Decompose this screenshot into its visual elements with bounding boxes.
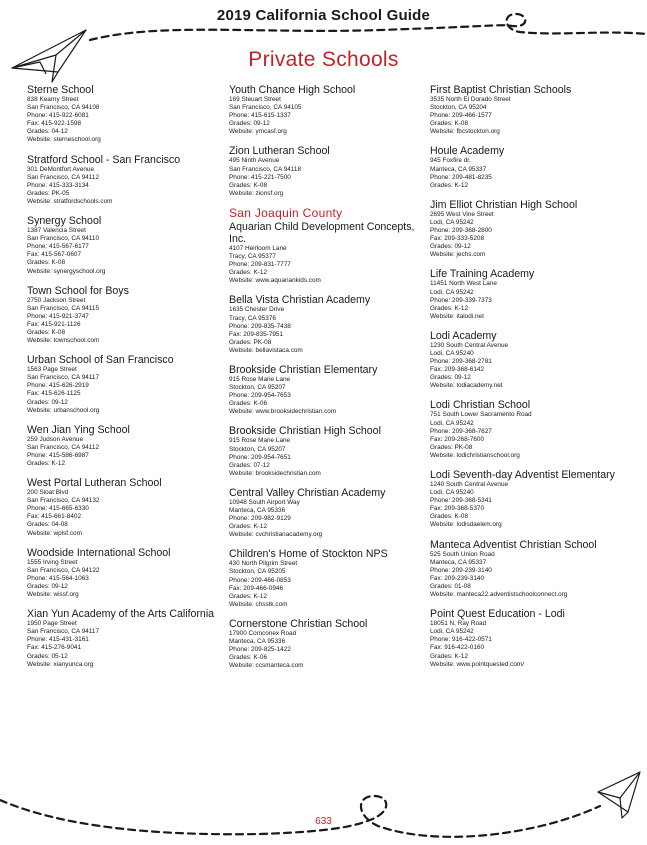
school-phone: Phone: 209-954-7653: [229, 392, 291, 400]
school-website: Website: xianyunca.org: [27, 660, 94, 668]
school-grades: Grades: K-12: [430, 652, 469, 660]
school-entry: [27, 354, 227, 415]
school-phone: Phone: 209-239-3140: [430, 566, 492, 574]
school-name: Zion Lutheran School: [229, 145, 330, 158]
school-phone: Phone: 209-831-7777: [229, 261, 291, 269]
school-entry: [27, 215, 227, 276]
school-entry: [430, 84, 630, 136]
school-grades: Grades: 09-12: [430, 374, 471, 382]
school-fax: Fax: 916-422-0160: [430, 644, 485, 652]
school-grades: Grades: 01-08: [430, 582, 471, 590]
school-address: Lodi, CA 95242: [430, 628, 474, 636]
school-address: 945 Foxfire dr.: [430, 157, 471, 165]
school-phone: Phone: 415-221-7500: [229, 173, 291, 181]
school-address: San Francisco, CA 94117: [27, 374, 99, 382]
school-entry: [430, 199, 630, 260]
school-address: 3535 North El Dorado Street: [430, 96, 511, 103]
school-address: 200 Sloat Blvd: [27, 489, 69, 497]
school-address: 10948 South Airport Way: [229, 498, 300, 506]
school-entry: [229, 548, 429, 609]
school-address: 4107 Heirloom Lane: [229, 244, 287, 252]
school-fax: Fax: 415-922-1598: [27, 120, 82, 128]
page-number: 633: [315, 816, 332, 827]
school-name: Point Quest Education - Lodi: [430, 608, 565, 621]
school-name: Urban School of San Francisco: [27, 354, 174, 367]
school-name: Wen Jian Ying School: [27, 423, 130, 436]
school-name: Brookside Christian Elementary: [229, 363, 378, 376]
school-name: Brookside Christian High School: [229, 425, 381, 438]
school-address: Manteca, CA 95337: [430, 558, 487, 566]
school-address: 2695 West Vine Street: [430, 210, 494, 218]
school-name: Lodi Academy: [430, 329, 497, 342]
school-name: Town School for Boys: [27, 284, 129, 297]
school-grades: Grades: 04-08: [27, 521, 68, 529]
school-website: Website: wissf.org: [27, 591, 79, 599]
school-address: Stockton, CA 95207: [229, 384, 286, 392]
school-name: Lodi Seventh-day Adventist Elementary: [430, 469, 615, 481]
school-fax: Fax: 209-239-3140: [430, 574, 485, 582]
school-grades: Grades: K-12: [229, 269, 268, 277]
school-website: Website: www.pointquested.com/: [430, 660, 525, 668]
school-address: 1230 South Central Avenue: [430, 341, 509, 349]
school-address: San Francisco, CA 94112: [27, 173, 99, 181]
directory-column-3: [430, 84, 630, 678]
school-grades: Grades: 05-12: [27, 652, 68, 660]
school-grades: Grades: K-08: [430, 513, 469, 521]
school-phone: Phone: 415-615-1337: [229, 112, 291, 120]
school-address: Stockton, CA 95207: [229, 445, 286, 453]
school-entry: [430, 539, 630, 600]
school-address: Tracy, CA 95377: [229, 253, 276, 261]
school-phone: Phone: 209-368-2781: [430, 358, 492, 366]
school-grades: Grades: PK-08: [229, 338, 272, 346]
school-grades: Grades: K-08: [430, 120, 469, 128]
school-website: Website: italodi.net: [430, 312, 484, 320]
school-phone: Phone: 209-825-1422: [229, 646, 291, 654]
school-phone: Phone: 209-466-0853: [229, 576, 291, 584]
school-fax: Fax: 209-835-7951: [229, 330, 284, 338]
school-address: 1555 Irving Street: [27, 558, 78, 566]
section-title: Private Schools: [248, 48, 399, 71]
document-title: 2019 California School Guide: [216, 7, 431, 24]
school-website: Website: jechs.com: [430, 251, 486, 259]
school-address: 915 Rose Marie Lane: [229, 375, 291, 383]
school-phone: Phone: 415-567-6177: [27, 243, 89, 251]
school-entry: [27, 608, 227, 669]
school-phone: Phone: 415-564-1063: [27, 574, 89, 582]
school-phone: Phone: 415-431-3161: [27, 636, 89, 644]
school-website: Website: fbcstockton.org: [430, 128, 500, 136]
school-grades: Grades: 09-12: [27, 582, 68, 590]
school-address: Lodi, CA 95240: [430, 489, 474, 497]
school-phone: Phone: 209-339-7373: [430, 296, 492, 304]
school-website: Website: urbanschool.org: [27, 406, 100, 414]
school-address: 11451 North West Lane: [430, 280, 497, 288]
school-address: 169 Steuart Street: [229, 96, 281, 103]
school-name: Aquarian Child Development Concepts, Inc.: [229, 220, 415, 245]
school-grades: Grades: 09-12: [27, 398, 68, 406]
school-grades: Grades: K-12: [27, 460, 66, 467]
school-entry: [27, 285, 227, 346]
school-address: San Francisco, CA 94105: [229, 104, 302, 112]
school-entry: [430, 330, 630, 391]
school-grades: Grades: 04-12: [27, 128, 68, 136]
school-website: Website: synergyschool.org: [27, 267, 106, 275]
school-website: Website: stratfordschools.com: [27, 197, 113, 205]
school-website: Website: lodichristianschool.org: [430, 451, 520, 459]
school-name: Jim Elliot Christian High School: [430, 198, 578, 211]
paper-airplane-icon: [598, 772, 640, 818]
school-name: Youth Chance High School: [229, 84, 356, 96]
school-address: 495 Ninth Avenue: [229, 157, 280, 165]
school-website: Website: wplsf.com: [27, 529, 82, 537]
school-website: Website: bellavistaca.com: [229, 346, 303, 354]
school-entry: [430, 469, 630, 530]
school-grades: Grades: 07-12: [229, 461, 270, 469]
directory-column-1: [27, 84, 227, 678]
school-website: Website: sterneschool.org: [27, 136, 101, 144]
school-address: San Francisco, CA 94132: [27, 497, 100, 505]
school-entry: [27, 84, 227, 145]
school-name: Woodside International School: [27, 546, 171, 559]
school-entry: [229, 84, 429, 136]
school-address: Lodi, CA 95242: [430, 419, 474, 427]
school-entry: [27, 547, 227, 599]
school-address: 1387 Valencia Street: [27, 227, 86, 235]
school-grades: Grades: K-08: [27, 259, 66, 267]
school-phone: Phone: 415-922-6081: [27, 112, 89, 120]
school-grades: Grades: K-12: [229, 523, 268, 531]
school-entry: [27, 154, 227, 206]
school-website: Website: lodiacademy.net: [430, 382, 503, 390]
school-address: 430 North Pilgrim Street: [229, 560, 298, 568]
school-fax: Fax: 415-921-1126: [27, 320, 81, 328]
school-address: San Francisco, CA 94117: [27, 628, 99, 636]
school-address: 838 Kearny Street: [27, 96, 79, 103]
school-entry: [430, 399, 630, 460]
school-address: Manteca, CA 95337: [430, 165, 487, 173]
school-phone: Phone: 415-921-3747: [27, 312, 89, 320]
school-phone: Phone: 209-466-1577: [430, 112, 492, 120]
school-address: 1950 Page Street: [27, 620, 77, 628]
school-entry: [430, 608, 630, 669]
school-website: Website: brooksidechristian.com: [229, 469, 321, 477]
school-entry: [229, 221, 429, 285]
school-grades: Grades: PK-05: [27, 189, 70, 197]
school-name: Children's Home of Stockton NPS: [229, 548, 388, 561]
school-grades: Grades: K-08: [27, 328, 66, 336]
school-phone: Phone: 209-368-2800: [430, 227, 492, 235]
school-website: Website: manteca22.adventistschoolconnect.org: [430, 591, 568, 599]
school-address: 2750 Jackson Street: [27, 296, 86, 304]
school-address: San Francisco, CA 94112: [27, 443, 99, 451]
school-address: 525 South Union Road: [430, 550, 495, 558]
school-name: Bella Vista Christian Academy: [229, 294, 371, 307]
school-fax: Fax: 415-626-1125: [27, 390, 81, 398]
school-phone: Phone: 415-586-6987: [27, 451, 89, 459]
school-address: Tracy, CA 95376: [229, 314, 276, 322]
school-phone: Phone: 209-481-8235: [430, 173, 492, 181]
school-grades: Grades: 09-12: [229, 120, 270, 128]
school-fax: Fax: 415-276-9041: [27, 644, 82, 652]
school-name: Life Training Academy: [430, 268, 535, 281]
school-phone: Phone: 916-422-0571: [430, 636, 492, 644]
school-name: First Baptist Christian Schools: [430, 84, 572, 96]
school-name: Cornerstone Christian School: [229, 617, 368, 630]
school-website: Website: www.brooksidechristian.com: [229, 408, 337, 416]
school-grades: Grades: K-06: [229, 400, 268, 408]
school-fax: Fax: 209-368-6142: [430, 366, 485, 374]
school-phone: Phone: 415-626-2919: [27, 382, 89, 390]
school-entry: [229, 487, 429, 539]
school-fax: Fax: 209-268-7600: [430, 435, 485, 443]
directory-column-2: [229, 84, 429, 679]
school-address: 17900 Comconex Road: [229, 629, 297, 637]
region-heading: San Joaquin County: [229, 205, 343, 220]
school-address: Manteca, CA 95336: [229, 638, 286, 646]
school-grades: Grades: PK-08: [430, 443, 473, 451]
school-entry: [27, 477, 227, 538]
school-address: San Francisco, CA 94122: [27, 566, 100, 574]
school-address: 1635 Chester Drive: [229, 306, 285, 314]
school-website: Website: lodisdaelem.org: [430, 521, 502, 529]
school-website: Website: zionsf.org: [229, 189, 284, 197]
school-name: Xian Yun Academy of the Arts California: [27, 608, 215, 621]
school-entry: [27, 424, 227, 468]
school-address: Lodi, CA 95242: [430, 218, 474, 226]
school-entry: [229, 294, 429, 355]
school-address: Stockton, CA 95204: [430, 104, 487, 112]
school-website: Website: townschool.com: [27, 337, 100, 345]
school-entry: [229, 618, 429, 670]
school-address: San Francisco, CA 94110: [27, 235, 99, 243]
school-name: West Portal Lutheran School: [27, 477, 162, 490]
school-grades: Grades: K-12: [229, 592, 268, 600]
school-phone: Phone: 415-333-3134: [27, 181, 89, 189]
school-website: Website: ccsmanteca.com: [229, 662, 304, 670]
school-address: 18051 N. Ray Road: [430, 620, 487, 628]
school-address: Lodi, CA 95240: [430, 349, 474, 357]
school-grades: Grades: K-12: [430, 181, 469, 189]
school-address: San Francisco, CA 94115: [27, 304, 99, 312]
school-address: Lodi, CA 95242: [430, 288, 474, 296]
school-phone: Phone: 209-835-7438: [229, 322, 291, 330]
school-name: Synergy School: [27, 215, 102, 228]
school-website: Website: cvchristianacademy.org: [229, 531, 323, 539]
school-name: Stratford School - San Francisco: [27, 153, 181, 166]
school-grades: Grades: 09-12: [430, 243, 471, 251]
school-address: 1563 Page Street: [27, 366, 77, 374]
school-address: Manteca, CA 95336: [229, 507, 286, 514]
school-name: Sterne School: [27, 84, 94, 96]
school-phone: Phone: 209-368-5341: [430, 497, 492, 505]
school-address: 259 Judson Avenue: [27, 435, 84, 443]
school-address: 301 DeMontfort Avenue: [27, 165, 95, 173]
school-fax: Fax: 415-661-8402: [27, 513, 82, 521]
school-fax: Fax: 209-466-0946: [229, 584, 284, 592]
school-entry: [229, 425, 429, 477]
school-entry: [229, 145, 429, 197]
school-fax: Fax: 209-368-5370: [430, 505, 485, 513]
school-grades: Grades: K-12: [430, 304, 469, 312]
school-grades: Grades: K-08: [229, 181, 268, 189]
school-address: 915 Rose Marie Lane: [229, 437, 291, 445]
school-grades: Grades: K-06: [229, 654, 268, 662]
school-phone: Phone: 209-954-7651: [229, 453, 291, 461]
school-fax: Fax: 209-333-5208: [430, 235, 485, 243]
school-address: San Francisco, CA 94108: [27, 104, 100, 112]
school-phone: Phone: 209-982-9129: [229, 515, 291, 523]
school-name: Houle Academy: [430, 145, 505, 158]
school-phone: Phone: 209-368-7627: [430, 427, 492, 435]
school-address: San Francisco, CA 94118: [229, 165, 301, 173]
school-fax: Fax: 415-567-0607: [27, 251, 82, 259]
school-website: Website: www.aquariankids.com: [229, 277, 321, 285]
school-address: 751 South Lower Sacramento Road: [430, 411, 532, 419]
school-website: Website: chsstk.com: [229, 600, 288, 608]
school-address: Stockton, CA 95205: [229, 568, 286, 576]
school-entry: [229, 364, 429, 416]
school-entry: [430, 145, 630, 189]
school-phone: Phone: 415-665-6330: [27, 505, 89, 513]
school-name: Manteca Adventist Christian School: [430, 538, 597, 551]
school-website: Website: ymcasf.org: [229, 128, 287, 136]
school-address: 1240 South Central Avenue: [430, 481, 509, 488]
school-name: Central Valley Christian Academy: [229, 486, 386, 499]
school-name: Lodi Christian School: [430, 399, 531, 412]
school-entry: [430, 268, 630, 320]
